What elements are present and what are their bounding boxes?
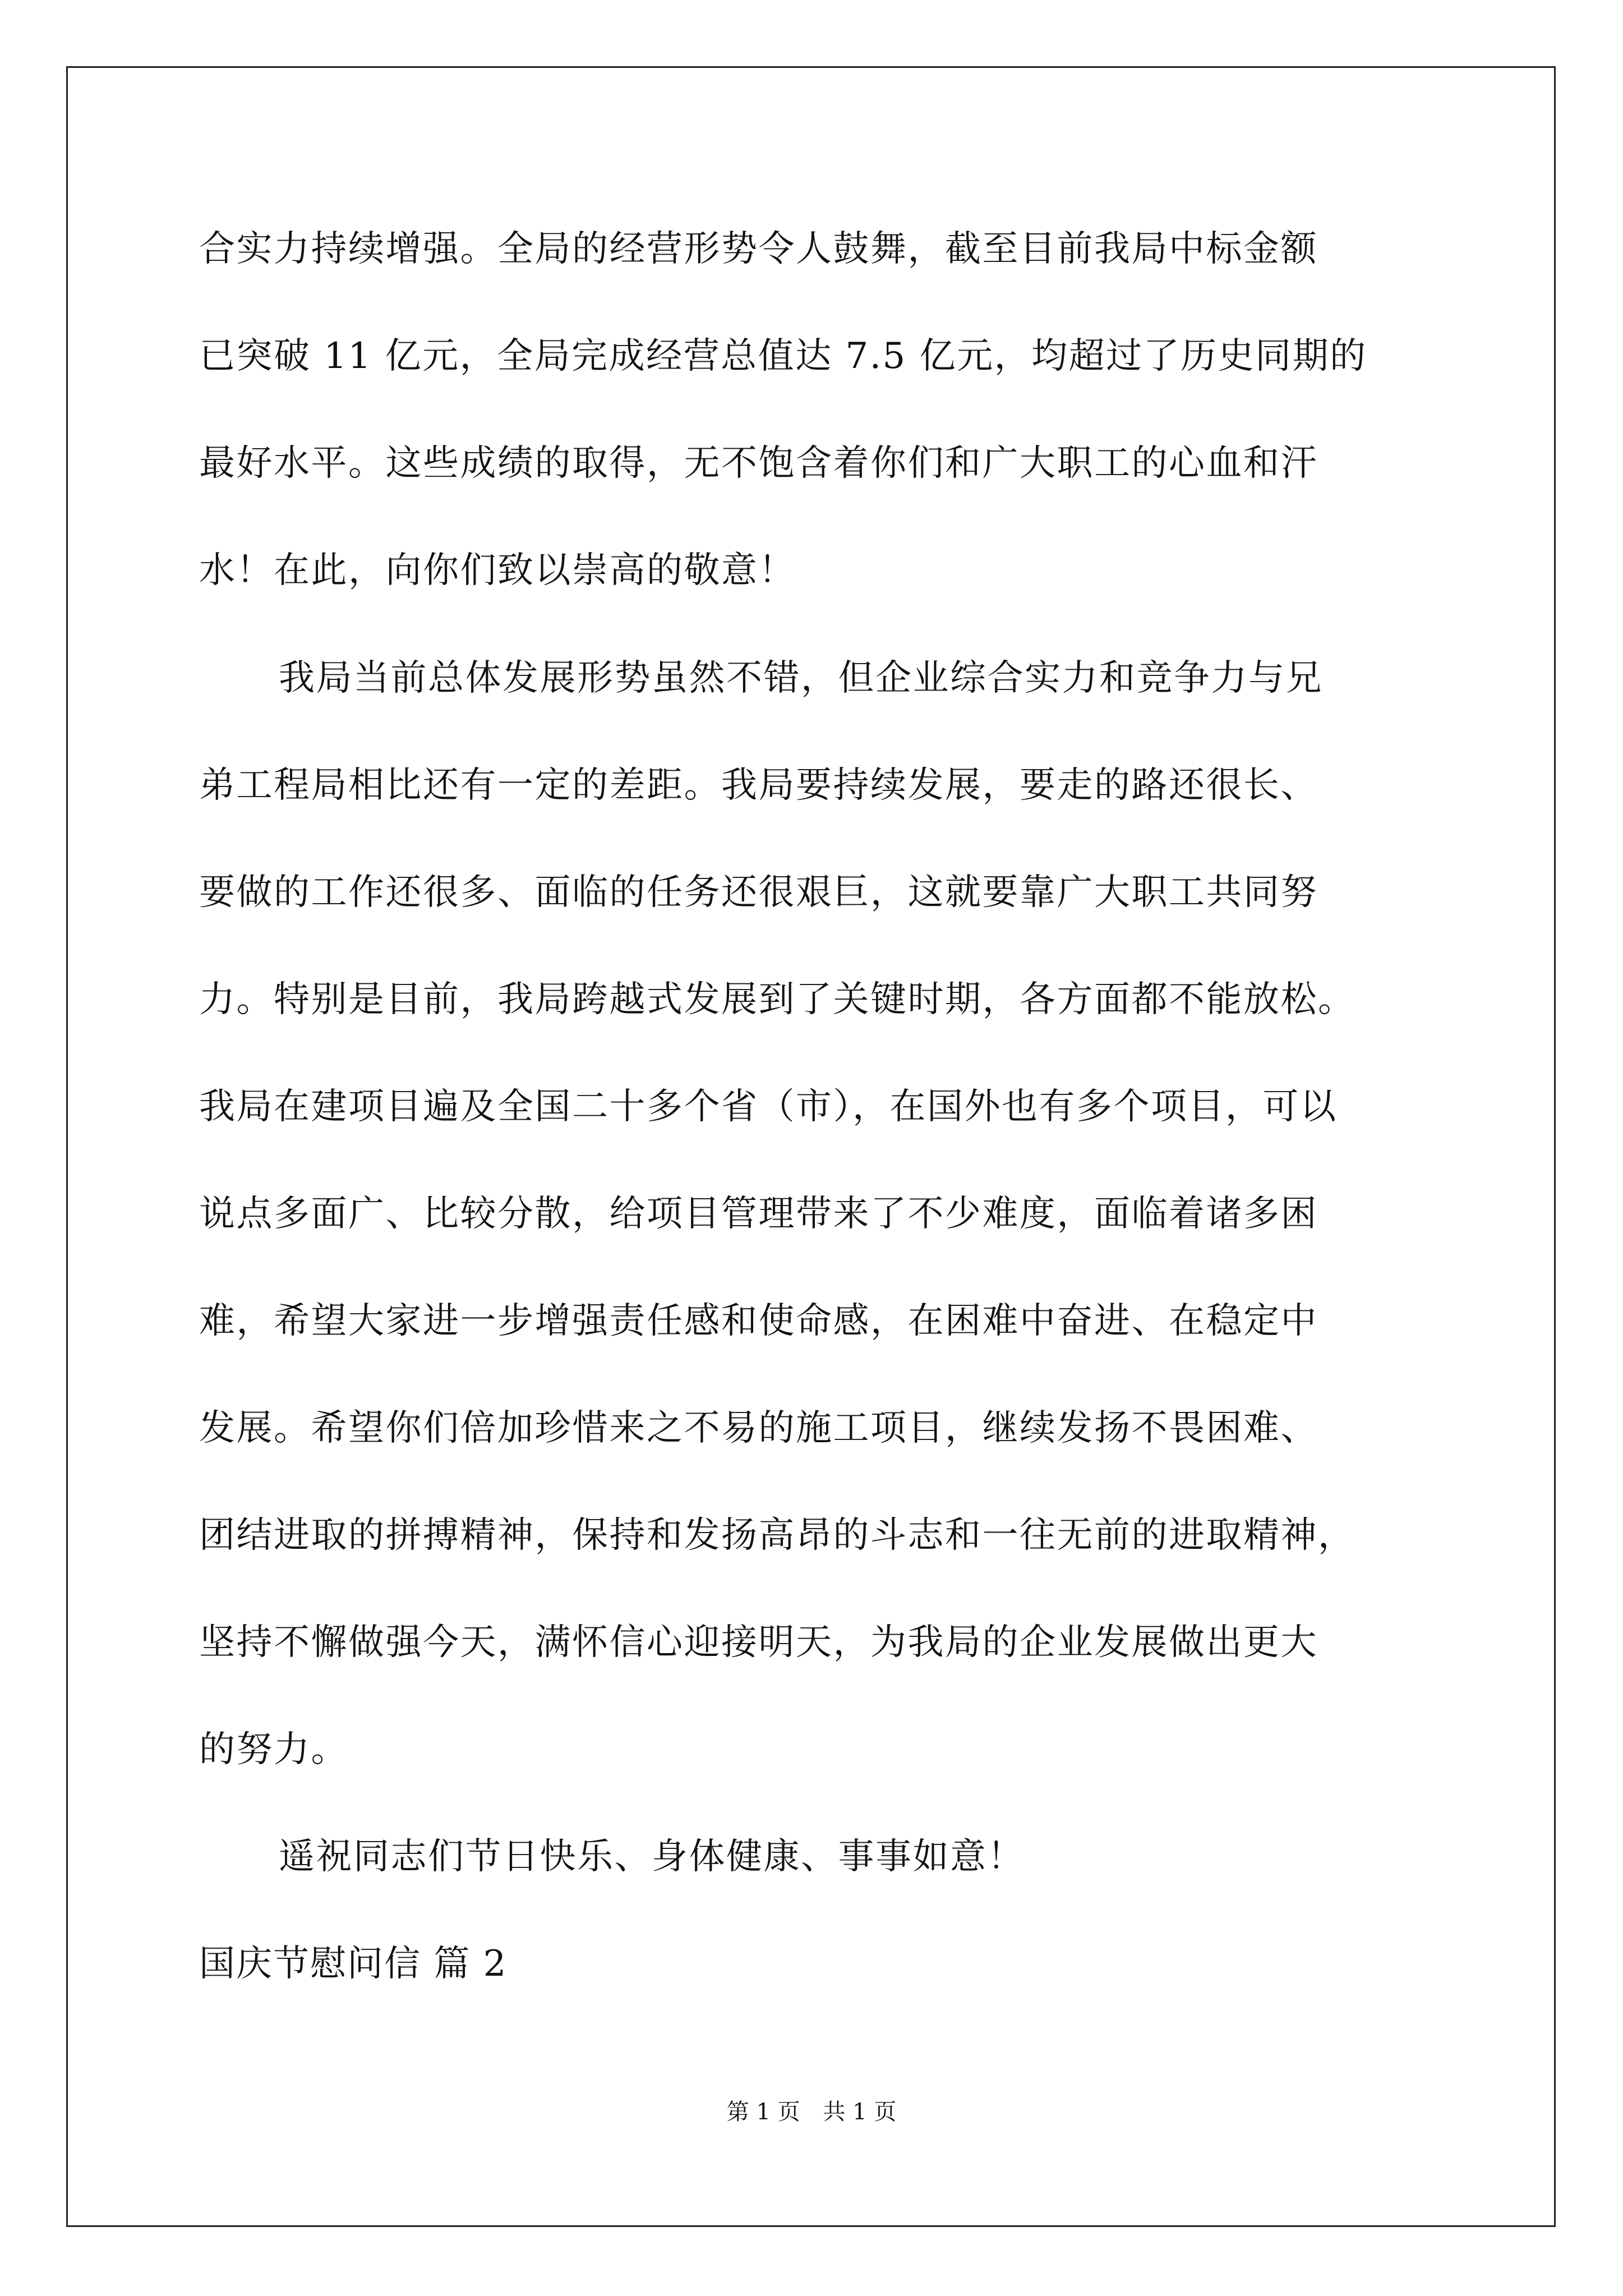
page-number-total: 共 1 页 xyxy=(823,2099,897,2125)
paragraph-line: 最好水平。这些成绩的取得，无不饱含着你们和广大职工的心血和汗 xyxy=(199,443,1318,484)
paragraph-line: 团结进取的拼搏精神，保持和发扬高昂的斗志和一往无前的进取精神， xyxy=(199,1515,1355,1556)
paragraph-line: 发展。希望你们倍加珍惜来之不易的施工项目，继续发扬不畏困难、 xyxy=(199,1407,1318,1449)
paragraph-line: 已突破 11 亿元，全局完成经营总值达 7.5 亿元，均超过了历史同期的 xyxy=(199,335,1367,377)
paragraph-line: 的努力。 xyxy=(199,1729,348,1770)
page-footer xyxy=(0,2101,1623,2123)
paragraph-line: 说点多面广、比较分散，给项目管理带来了不少难度，面临着诸多困 xyxy=(199,1193,1318,1235)
page-frame xyxy=(66,66,1556,2227)
paragraph-line: 力。特别是目前，我局跨越式发展到了关键时期，各方面都不能放松。 xyxy=(199,979,1355,1020)
paragraph-line: 弟工程局相比还有一定的差距。我局要持续发展，要走的路还很长、 xyxy=(199,765,1318,806)
paragraph-line: 遥祝同志们节日快乐、身体健康、事事如意！ xyxy=(279,1836,1025,1878)
paragraph-line: 难，希望大家进一步增强责任感和使命感，在困难中奋进、在稳定中 xyxy=(199,1300,1318,1342)
section-heading: 国庆节慰问信 篇 2 xyxy=(199,1943,508,1985)
paragraph-line: 要做的工作还很多、面临的任务还很艰巨，这就要靠广大职工共同努 xyxy=(199,872,1318,913)
paragraph-line: 水！在此，向你们致以崇高的敬意！ xyxy=(199,550,796,591)
paragraph-line: 坚持不懈做强今天，满怀信心迎接明天，为我局的企业发展做出更大 xyxy=(199,1622,1318,1663)
paragraph-line: 我局在建项目遍及全国二十多个省（市），在国外也有多个项目，可以 xyxy=(199,1086,1338,1128)
paragraph-line: 我局当前总体发展形势虽然不错，但企业综合实力和竞争力与兄 xyxy=(279,657,1323,699)
paragraph-line: 合实力持续增强。全局的经营形势令人鼓舞，截至目前我局中标金额 xyxy=(199,228,1318,270)
page-number-current: 第 1 页 xyxy=(726,2099,800,2125)
